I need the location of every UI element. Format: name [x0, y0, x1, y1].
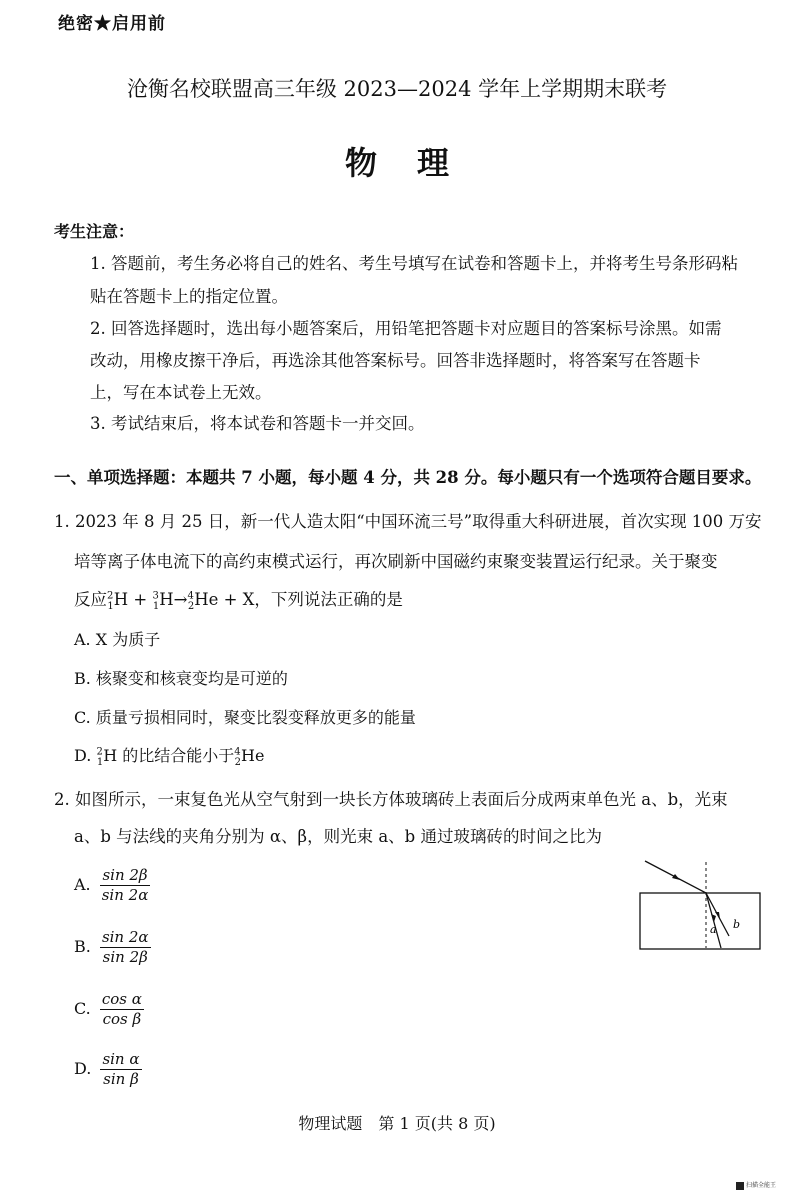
question-2-option-a — [74, 866, 150, 905]
incident-arrow-icon — [672, 874, 680, 880]
option-d-end: He — [240, 746, 265, 765]
question-1-line-1: 1. 2023 年 8 月 25 日，新一代人造太阳“中国环流三号”取得重大科研进展，首次实现 100 万安 — [54, 512, 762, 531]
fraction — [100, 866, 151, 905]
option-d-label: D. — [74, 746, 92, 765]
numerator: cos α — [101, 990, 142, 1008]
notice-item-2-line-1: 2. 回答选择题时，选出每小题答案后，用铅笔把答题卡对应题目的答案标号涂黑。如需 — [90, 319, 722, 338]
label-b: b — [733, 918, 741, 931]
option-label: A. — [74, 875, 91, 894]
page-footer: 物理试题 第 1 页(共 8 页) — [298, 1114, 496, 1133]
question-1-line-3-prefix: 反应 — [74, 590, 107, 609]
glass-brick-rect — [640, 893, 760, 949]
denominator: sin 2β — [102, 948, 148, 966]
denominator: cos β — [102, 1010, 142, 1028]
numerator: sin 2α — [101, 928, 149, 946]
notice-heading: 考生注意： — [54, 222, 135, 241]
question-1-line-3 — [74, 586, 403, 612]
subject-title: 物理 — [344, 144, 489, 182]
numerator: sin α — [102, 1050, 140, 1068]
label-a: a — [710, 923, 717, 936]
question-1-option-b: B. 核聚变和核衰变均是可逆的 — [74, 669, 288, 688]
fusion-reaction-equation: $^2_1$H + $^3_1$H→$^4_2$He + X — [107, 590, 255, 613]
watermark-text: 扫描全能王 — [746, 1182, 777, 1189]
question-1-option-a: A. X 为质子 — [74, 630, 161, 649]
option-d-text: H 的比结合能小于 — [103, 746, 235, 765]
notice-item-1-line-1: 1. 答题前，考生务必将自己的姓名、考生号填写在试卷和答题卡上，并将考生号条形码粘 — [90, 254, 738, 273]
scanner-watermark — [736, 1180, 776, 1190]
exam-title: 沧衡名校联盟高三年级 2023—2024 学年上学期期末联考 — [126, 77, 668, 101]
question-2-line-2: a、b 与法线的夹角分别为 α、β，则光束 a、b 通过玻璃砖的时间之比为 — [74, 827, 602, 846]
question-1-line-2: 培等离子体电流下的高约束模式运行，再次刷新中国磁约束聚变装置运行纪录。关于聚变 — [74, 552, 718, 571]
notice-item-1-line-2: 贴在答题卡上的指定位置。 — [90, 287, 288, 306]
confidential-mark: 绝密★启用前 — [58, 14, 166, 34]
glass-brick-figure — [628, 852, 768, 960]
question-1-option-c: C. 质量亏损相同时，聚变比裂变释放更多的能量 — [74, 708, 416, 727]
question-1-line-3-suffix: ，下列说法正确的是 — [254, 590, 403, 609]
option-label: B. — [74, 937, 91, 956]
question-2-line-1: 2. 如图所示，一束复色光从空气射到一块长方体玻璃砖上表面后分成两束单色光 a、b，光束 — [54, 790, 728, 809]
fraction — [100, 928, 151, 967]
notice-item-3-line-1: 3. 考试结束后，将本试卷和答题卡一并交回。 — [90, 414, 425, 433]
notice-item-2-line-2: 改动，用橡皮擦干净后，再选涂其他答案标号。回答非选择题时，将答案写在答题卡 — [90, 351, 701, 370]
question-1-option-d: D. $^2_1$H 的比结合能小于$^4_2$He — [74, 746, 265, 769]
question-2-option-c — [74, 990, 144, 1029]
denominator: sin 2α — [101, 886, 149, 904]
numerator: sin 2β — [102, 866, 148, 884]
fraction — [100, 1050, 141, 1089]
option-label: C. — [74, 999, 91, 1018]
notice-item-2-line-3: 上，写在本试卷上无效。 — [90, 383, 272, 402]
option-label: D. — [74, 1059, 92, 1078]
question-2-option-d — [74, 1050, 142, 1089]
scanner-logo-icon — [736, 1182, 744, 1190]
question-2-option-b — [74, 928, 151, 967]
denominator: sin β — [103, 1070, 139, 1088]
section-1-heading: 一、单项选择题：本题共 7 小题，每小题 4 分，共 28 分。每小题只有一个选项符合题目要求。 — [54, 468, 762, 487]
fraction — [100, 990, 144, 1029]
